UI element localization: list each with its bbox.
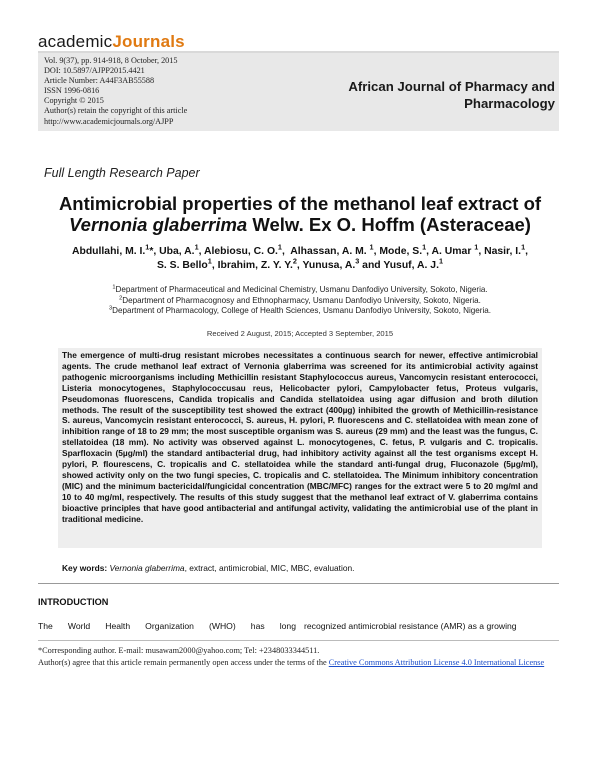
affiliation-3: $^3$Department of Pharmacology, College of Health Sciences, Usmanu Danfodiyo University, Sokoto, Nigeria.	[108, 305, 492, 316]
corresponding-author: *Corresponding author. E-mail: musawam2000@yahoo.com; Tel: +2348033344511.	[38, 646, 320, 655]
authors-line1: Abdullahi, M. I.$^1$*, Uba, A.$^1$, Alebiosu, C. O.$^1$, Alhassan, A. M. $^1$, Mode, S.$^1$, A. Umar $^1$, Nasir, I.$^1$,	[71, 242, 528, 257]
title-rest: Welw. Ex O. Hoffm (Asteraceae)	[247, 214, 531, 235]
journal-name-line2: Pharmacology	[464, 96, 555, 111]
intro-right-column: recognized antimicrobial resistance (AMR) as a growing	[304, 621, 517, 631]
article-meta	[44, 56, 187, 127]
title-line1: Antimicrobial properties of the methanol leaf extract of	[58, 193, 542, 214]
affiliations	[40, 285, 560, 317]
affiliation-1: $^1$Department of Pharmaceutical and Medicinal Chemistry, Usmanu Danfodiyo University, Sokoto, Nigeria.	[112, 284, 488, 294]
abstract-text: The emergence of multi-drug resistant microbes necessitates a continuous search for newer, effective antimicrobial agents. The crude methanol leaf extract of Vernonia glaberrima was screened for its antimicrobial activity against pathogenic microorganisms including Methicillin resistant Staphylococcus aureus, Vancomycin resistant enterococci, Listeria monocytogenes, Staphylococcusau reus, Helicobacter pylori, Campylobacter fetus, Proteus vulgaris, Pseudomonas fluorescens, Candida tropicalis and Candida stellatoidea using agar diffusion and broth dilution methods. The result of the susceptibility test showed the extract (400µg) inhibited the growth of Methicillin-resistance S. aureus, Vancomycin resistant enterococci, S. aureus, H. pylori, P. fluorescens and C. stellatoidea with mean zone of inhibition range of 18 to 29 mm; the most susceptible organism was S. aureus (29 mm) and the least was the fungus, C. stellatoidea (18 mm). No activity was observed against L. monocytogenes, C. fetus, P. vulgaris and C. tropicalis. Sparfloxacin (5µg/ml) the standard antibacterial drug, had inhibitory activity against all the test organisms except H. pylori, P. flourescens, C. tropicalis and C. stellatoidea while the standard anti-fungal drug, Fluconazole (5µg/ml), showed activity only on the two fungi species, C. tropicalis and C. stellatoidea. The Minimum inhibitory concentration (MIC) and the minimum bactericidal/fungicidal concentration (MBC/MFC) ranges for the extract were 5 to 20 mg/ml and 10 to 40 mg/ml, respectively. The results of this study suggest that the methanol leaf extract of V. glaberrima contains bioactive principles that have good antibacterial and antifungal activity, validating the antimicrobial use of the plant in traditional medicine.	[62, 350, 538, 524]
footnote-rule	[38, 640, 559, 641]
meta-volume: Vol. 9(37), pp. 914-918, 8 October, 2015	[44, 56, 178, 65]
author-list	[24, 242, 576, 273]
section-divider	[38, 583, 559, 584]
paper-title	[20, 193, 580, 235]
keywords	[62, 563, 354, 573]
logo-suffix: Journals	[112, 32, 185, 51]
journal-logo	[38, 32, 185, 52]
received-dates: Received 2 August, 2015; Accepted 3 September, 2015	[206, 329, 394, 338]
introduction-heading: INTRODUCTION	[38, 597, 109, 607]
meta-doi: DOI: 10.5897/AJPP2015.4421	[44, 66, 145, 76]
affiliation-2: $^2$Department of Pharmacognosy and Ethnopharmacy, Usmanu Danfodiyo University, Sokoto, Nigeria.	[119, 295, 481, 305]
license-text: Author(s) agree that this article remain permanently open access under the terms of the	[38, 658, 329, 668]
meta-copyright: Copyright © 2015	[44, 96, 104, 106]
license-link[interactable]: Creative Commons Attribution License 4.0 International License	[328, 658, 545, 668]
paper-type: Full Length Research Paper	[44, 166, 200, 180]
title-species: Vernonia glaberrima	[69, 214, 248, 235]
keywords-label: Key words:	[62, 563, 108, 573]
journal-name	[340, 78, 555, 112]
journal-name-line1: African Journal of Pharmacy and	[348, 79, 555, 94]
logo-prefix: academic	[38, 32, 113, 51]
journal-url-link[interactable]: http://www.academicjournals.org/AJPP	[44, 116, 174, 126]
meta-article-number: Article Number: A44F3AB55588	[44, 76, 155, 86]
meta-rights: Author(s) retain the copyright of this article	[44, 106, 188, 116]
meta-issn: ISSN 1996-0816	[44, 86, 100, 96]
footnotes	[38, 645, 559, 669]
license-note	[38, 657, 559, 669]
intro-left-column: The World Health Organization (WHO) has long	[38, 621, 296, 631]
keywords-species: Vernonia glaberrima	[109, 563, 185, 573]
authors-line2: S. S. Bello$^1$, Ibrahim, Z. Y. Y.$^2$, Yunusa, A.$^3$ and Yusuf, A. J.$^1$	[156, 256, 444, 271]
keywords-rest: , extract, antimicrobial, MIC, MBC, evaluation.	[184, 563, 355, 573]
